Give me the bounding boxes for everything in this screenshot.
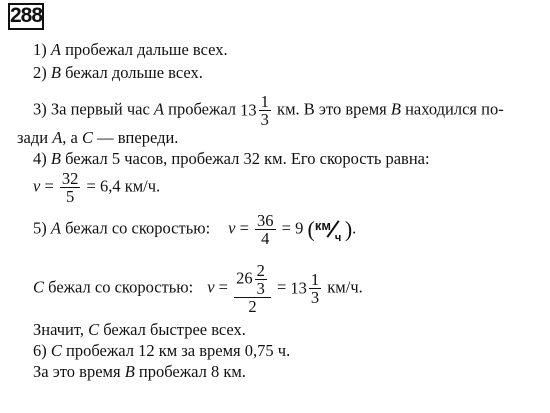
line-2: 2) B бежал дольше всех. bbox=[33, 63, 203, 82]
line-10: 6) C пробежал 12 км за время 0,75 ч. bbox=[33, 341, 291, 360]
line-1: 1) A пробежал дальше всех. bbox=[33, 40, 228, 59]
line-3: 3) За первый час A пробежал 13 $\frac{1}{3}$ км. В это время B находился по- bbox=[33, 92, 504, 129]
line-5: 4) B бежал 5 часов, пробежал 32 км. Его скорость равна: bbox=[33, 149, 430, 168]
mixed-number: 13 $\frac{1}{3}$ bbox=[290, 270, 320, 307]
line-6: v = $\frac{32}{5}$ = 6,4 км/ч. bbox=[33, 169, 161, 206]
mixed-number: 13 $\frac{1}{3}$ bbox=[240, 92, 269, 129]
unit-km-per-h: км ч bbox=[314, 217, 342, 244]
line-9: Значит, C бежал быстрее всех. bbox=[33, 320, 246, 339]
line-8: C бежал со скоростью: v = 26 $\frac{2}{3}$ 2 = 13 $\frac{1}{3}$ км/ч. bbox=[33, 261, 363, 316]
line-7: 5) A бежал со скоростью: v = $\frac{36}{4}$ = 9 ( км ч ). bbox=[33, 211, 357, 248]
complex-fraction: 26 $\frac{2}{3}$ 2 bbox=[234, 262, 271, 315]
problem-number: 288 bbox=[8, 3, 44, 30]
fraction: $\frac{32}{5}$ bbox=[61, 169, 79, 206]
line-11: За это время B пробежал 8 км. bbox=[33, 362, 246, 381]
line-4: зади A, а C — впереди. bbox=[17, 128, 179, 147]
fraction: $\frac{36}{4}$ bbox=[257, 211, 274, 248]
